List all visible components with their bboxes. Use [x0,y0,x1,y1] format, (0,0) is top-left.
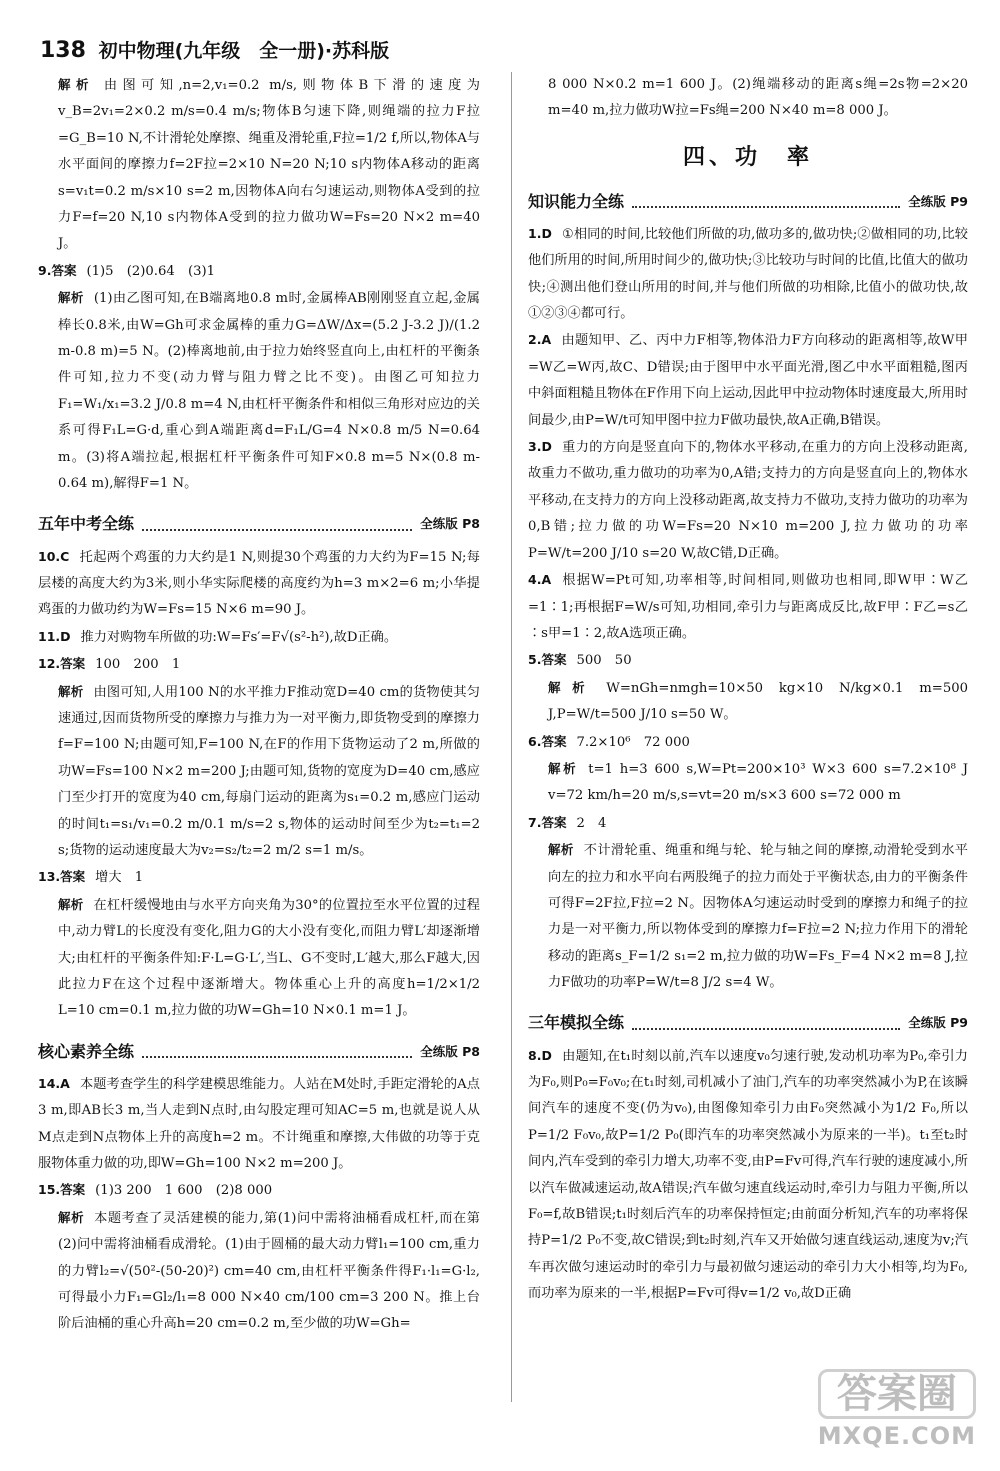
answer-text: (1)5 (2)0.64 (3)1 [86,263,216,279]
question-item [528,567,968,647]
analysis-tag: 解析 [548,679,597,695]
question-item [528,221,968,328]
question-item [528,327,968,434]
answer-text: 2 4 [576,815,607,831]
solution-block [528,756,982,810]
question-label: 3.D [528,439,552,455]
question-text: 由题知甲、乙、丙中力F相等,物体沿力F方向移动的距离相等,故W甲=W乙=W丙,故C、D错误;由于图甲中水平面光滑,图乙中水平面粗糙,图丙中斜面粗糙且物体在F作用下向上运动,因此甲中拉动物体时速度最大,所用时间最少,由P=W/t可知甲图中拉力F做功最快,故A正确,B错误。 [528,333,968,428]
answer-text: 7.2×10⁶ 72 000 [576,734,690,750]
dotted-leader [632,196,900,208]
analysis-text: 由图可知,人用100 N的水平推力F推动宽D=40 cm的货物使其匀速通过,因而货物所受的摩擦力与推力为一对平衡力,即货物受到的摩擦力f=F=100 N;由题可知,F=100 N,在F的作用下货物运动了2 m,所做的功W=Fs=100 N×2 m=200 J;由题可知,货物的宽度为D=40 cm,感应门至少打开的宽度为40 cm,每扇门运动的距离为s₁=0.2 m,感应门运动的时间t₁=s₁/v₁=0.2 m/0.1 m/s=2 s,物体的运动时间至少为t₂=t₁=2 s;货物的运动速度最大为v₂=s₂/t₂=2 m/2 s=1 m/s。 [58,684,480,858]
question-label: 7.答案 [528,814,567,830]
question-label: 4.A [528,572,552,588]
analysis-tag: 解析 [548,760,579,776]
answer-line [38,864,480,891]
section-heading [528,189,968,215]
question-text: 由题知,在t₁时刻以前,汽车以速度v₀匀速行驶,发动机功率为P₀,牵引力为F₀,则P₀=F₀v₀;在t₁时刻,司机减小了油门,汽车的功率突然减小为P,在该瞬间汽车的速度不变(仍为v₀),由图像知牵引力由F₀突然减小为1/2 F₀,所以P=1/2 F₀v₀,故P=1/2 P₀(即汽车的功率突然减小为原来的一半)。t₁至t₂时间内,汽车受到的牵引力增大,功率不变,由P=Fv可得,汽车行驶的速度减小,所以汽车做减速运动,故A错误;汽车做匀速直线运动时,牵引力与阻力平衡,所以F₀=f,故B错误;t₁时刻后汽车的功率保持恒定;由前面分析知,汽车的功率将保持P=1/2 P₀不变,故C错误;到t₂时刻,汽车又开始做匀速直线运动,速度为v;汽车再次做匀速运动时的牵引力与最初做匀速运动的牵引力大小相等,均为F₀,而功率为原来的一半,根据P=Fv可得v=1/2 v₀,故D正确 [528,1048,968,1302]
question-label: 13.答案 [38,869,86,885]
question-label: 10.C [38,548,70,564]
question-text: 重力的方向是竖直向下的,物体水平移动,在重力的方向上没移动距离,故重力不做功,重力做功的功率为0,A错;支持力的方向是竖直向上的,物体水平移动,在支持力的方向上没移动距离,故支持力不做功,支持力做功的功率为0,B错;拉力做的功W=Fs=20 N×10 m=200 J,拉力做功的功率P=W/t=200 J/10 s=20 W,故C错,D正确。 [528,440,968,561]
watermark-logo: 答案圈 [818,1369,976,1419]
left-column [38,72,480,1338]
question-label: 11.D [38,628,71,644]
answer-line [528,810,968,837]
question-label: 12.答案 [38,656,86,672]
question-label: 6.答案 [528,733,567,749]
solution-block [38,285,480,497]
solution-block [38,1205,480,1338]
analysis-tag: 解析 [58,1209,85,1225]
question-label: 2.A [528,332,552,348]
solution-block [38,892,480,1025]
question-item [38,1071,480,1178]
answer-text: 500 50 [576,653,632,669]
question-text: 推力对购物车所做的功:W=Fs′=F√(s²-h²),故D正确。 [80,629,398,645]
solution-block [38,679,480,865]
section-heading [38,1039,480,1065]
analysis-text: W=nGh=nmgh=10×50 kg×10 N/kg×0.1 m=500 J,P=W/t=500 J/10 s=50 W。 [548,680,968,723]
analysis-text: 不计滑轮重、绳重和绳与轮、轮与轴之间的摩擦,动滑轮受到水平向左的拉力和水平向右两股绳子的拉力而处于平衡状态,由力的平衡条件可得F=2F拉,F拉=2 N。因物体A匀速运动时受到的摩擦力和绳子的拉力是一对平衡力,所以物体受到的摩擦力f=F拉=2 N;拉力作用下的滑轮移动的距离s_F=1/2 s₁=2 m,拉力做的功W=Fs_F=4 N×2 m=8 J,拉力F做功的功率P=W/t=8 J/2 s=4 W。 [548,843,968,991]
solution-block [528,837,968,996]
solution-block [528,675,968,729]
chapter-title: 四、功 率 [682,144,813,170]
section-title: 知识能力全练 [528,191,625,211]
analysis-text: 本题考查了灵活建模的能力,第(1)问中需将油桶看成杠杆,而在第(2)问中需将油桶看成滑轮。(1)由于圆桶的最大动力臂l₁=100 cm,重力的力臂l₂=√(50²-(50-20)²) cm=40 cm,由杠杆平衡条件得F₁·l₁=G·l₂,可得最小力F₁=Gl₂/l₁=8 000 N×40 cm/100 cm=3 200 N。推上台阶后油桶的重心升高h=20 cm=0.2 m,至少做的功W=Gh= [58,1210,480,1332]
analysis-tag: 解析 [58,683,84,699]
book-title: 初中物理(九年级 全一册)·苏科版 [98,40,390,62]
dotted-leader [142,519,412,531]
analysis-tag: 解析 [58,77,94,92]
section-title: 三年模拟全练 [528,1013,625,1033]
right-column [528,72,982,1308]
page-number: 138 [40,38,86,63]
question-item [38,544,480,624]
continuation-text: 8 000 N×0.2 m=1 600 J。(2)绳端移动的距离s绳=2s物=2×20 m=40 m,拉力做功W拉=Fs绳=200 N×40 m=8 000 J。 [548,77,968,119]
question-label: 5.答案 [528,652,567,668]
watermark-url: MXQE.COM [817,1421,976,1450]
analysis-tag: 解析 [58,290,84,306]
analysis-text: 由图可知,n=2,v₁=0.2 m/s,则物体B下滑的速度为v_B=2v₁=2×0.2 m/s=0.4 m/s;物体B匀速下降,则绳端的拉力F拉=G_B=10 N,不计滑轮处摩擦、绳重及滑轮重,F拉=1/2 f,所以,物体A与水平面间的摩擦力f=2F拉=2×10 N=20 N;10 s内物体A移动的距离s=v₁t=0.2 m/s×10 s=2 m,因物体A向右匀速运动,则物体A受到的拉力F=f=20 N,10 s内物体A受到的拉力做功W=Fs=20 N×2 m=40 J。 [58,78,480,252]
analysis-tag: 解析 [548,842,574,858]
section-title: 五年中考全练 [38,514,135,534]
question-label: 15.答案 [38,1182,86,1198]
dotted-leader [142,1046,412,1058]
question-item [38,624,480,651]
section-title: 核心素养全练 [38,1041,135,1061]
answer-line [528,729,968,756]
analysis-text: (1)由乙图可知,在B端离地0.8 m时,金属棒AB刚刚竖直立起,金属棒长0.8米,由W=Gh可求金属棒的重力G=ΔW/Δx=(5.2 J-3.2 J)/(1.2 m-0.8 m)=5 N。(2)棒离地前,由于拉力始终竖直向上,由杠杆的平衡条件可知,拉力不变(动力臂与阻力臂之比不变)。由图乙可知拉力F₁=W₁/x₁=3.2 J/0.8 m=4 N,由杠杆平衡条件和相似三角形对应边的关系可得F₁L=G·d,重心到A端距离d=F₁L/G=4 N×0.8 m/5 N=0.64 m。(3)将A端拉起,根据杠杆平衡条件可知F×0.8 m=5 N×(0.8 m-0.64 m),解得F=1 N。 [58,291,480,492]
question-text: 托起两个鸡蛋的力大约是1 N,则提30个鸡蛋的力大约为F=15 N;每层楼的高度大约为3米,则小华实际爬楼的高度约为h=3 m×2=6 m;小华提鸡蛋的力做功约为W=Fs=15 N×6 m=90 J。 [38,549,480,618]
question-item [528,434,968,567]
section-ref: 全练版 P9 [908,193,968,209]
question-text: 本题考查学生的科学建模思维能力。人站在M处时,手距定滑轮的A点3 m,即AB长3 m,当人走到N点时,由勾股定理可知AC=5 m,也就是说人从M点走到N点物体上升的高度h=2 m。不计绳重和摩擦,大伟做的功等于克服物体重力做的功,即W=Gh=100 N×2 m=200 J。 [38,1076,480,1172]
question-label: 14.A [38,1075,70,1091]
solution-block [38,72,480,258]
answer-text: (1)3 200 1 600 (2)8 000 [95,1183,273,1199]
section-heading [528,1011,968,1037]
column-divider [511,72,512,1402]
question-label: 1.D [528,225,552,241]
answer-text: 增大 1 [95,870,144,886]
question-text: ①相同的时间,比较他们所做的功,做功多的,做功快;②做相同的功,比较他们所用的时间,所用时间少的,做功快;③比较功与时间的比值,比值大的做功快;④测出他们登山所用的时间,并与他们所做的功相除,比值小的做功快,故①②③④都可行。 [528,226,968,322]
analysis-text: 在杠杆缓慢地由与水平方向夹角为30°的位置拉至水平位置的过程中,动力臂L的长度没有变化,阻力G的大小没有变化,而阻力臂L′却逐渐增大;由杠杆的平衡条件知:F·L=G·L′,当L、G不变时,L′越大,那么F越大,因此拉力F在这个过程中逐渐增大。物体重心上升的高度h=1/2×1/2 L=10 cm=0.1 m,拉力做的功W=Gh=10 N×0.1 m=1 J。 [58,897,480,1019]
dotted-leader [632,1018,900,1030]
page-header [40,38,389,64]
question-label: 8.D [528,1047,552,1063]
answer-text: 100 200 1 [95,657,181,673]
analysis-tag: 解析 [58,896,84,912]
question-label: 9.答案 [38,262,77,278]
answer-line [38,1177,480,1204]
section-ref: 全练版 P9 [908,1015,968,1031]
answer-line [38,651,480,678]
watermark [818,1369,976,1449]
question-text: 根据W=Pt可知,功率相等,时间相同,则做功也相同,即W甲∶W乙=1∶1;再根据F=W/s可知,功相同,牵引力与距离成反比,故F甲∶F乙=s乙∶s甲=1∶2,故A选项正确。 [528,573,968,641]
section-ref: 全练版 P8 [420,1043,480,1059]
answer-line [38,258,480,285]
analysis-text: t=1 h=3 600 s,W=Pt=200×10³ W×3 600 s=7.2×10⁸ J v=72 km/h=20 m/s,s=vt=20 m/s×3 600 s=72 000 m [548,761,982,804]
section-ref: 全练版 P8 [420,516,480,532]
section-heading [38,512,480,538]
answer-line [528,647,968,674]
question-item [528,1043,968,1308]
